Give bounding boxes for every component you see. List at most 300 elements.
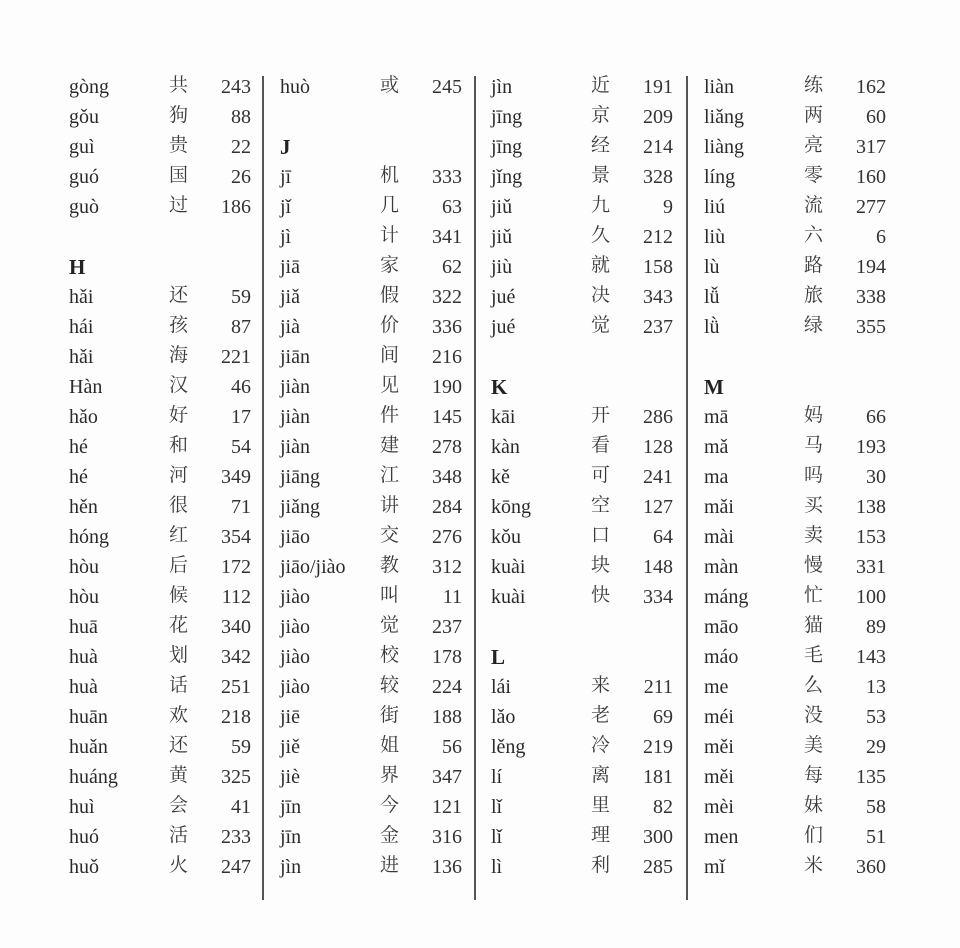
entry-page-number: 285 [643, 856, 673, 878]
entry-page-number: 317 [856, 136, 886, 158]
index-entry [704, 492, 894, 522]
entry-page-number: 237 [432, 616, 462, 638]
entry-page-number: 148 [643, 556, 673, 578]
entry-page-number: 341 [432, 226, 462, 248]
entry-pinyin: hǎi [69, 286, 94, 308]
entry-pinyin: jiān [280, 346, 310, 368]
section-spacer [280, 102, 470, 132]
entry-hanzi: 练 [804, 74, 824, 96]
entry-hanzi: 过 [169, 194, 189, 216]
index-entry [280, 522, 470, 552]
entry-hanzi: 经 [591, 134, 611, 156]
entry-page-number: 331 [856, 556, 886, 578]
entry-page-number: 127 [643, 496, 673, 518]
entry-page-number: 69 [653, 706, 673, 728]
entry-hanzi: 景 [591, 164, 611, 186]
entry-hanzi: 亮 [804, 134, 824, 156]
entry-pinyin: jiāo [280, 526, 310, 548]
column-divider [686, 76, 688, 900]
entry-page-number: 322 [432, 286, 462, 308]
index-entry [491, 462, 681, 492]
entry-page-number: 56 [442, 736, 462, 758]
entry-page-number: 22 [231, 136, 251, 158]
entry-page-number: 172 [221, 556, 251, 578]
index-entry [280, 762, 470, 792]
entry-hanzi: 会 [169, 794, 189, 816]
index-entry [704, 522, 894, 552]
entry-page-number: 17 [231, 406, 251, 428]
entry-pinyin: men [704, 826, 739, 848]
entry-hanzi: 里 [591, 794, 611, 816]
index-entry [69, 612, 259, 642]
index-entry [491, 192, 681, 222]
entry-page-number: 212 [643, 226, 673, 248]
entry-hanzi: 路 [804, 254, 824, 276]
entry-page-number: 138 [856, 496, 886, 518]
entry-hanzi: 冷 [591, 734, 611, 756]
entry-pinyin: měi [704, 766, 734, 788]
entry-page-number: 11 [442, 586, 462, 608]
entry-pinyin: mèi [704, 796, 734, 818]
section-spacer [704, 342, 894, 372]
index-entry [280, 702, 470, 732]
index-entry [280, 672, 470, 702]
entry-page-number: 328 [643, 166, 673, 188]
entry-hanzi: 没 [804, 704, 824, 726]
index-entry [280, 162, 470, 192]
index-entry [69, 522, 259, 552]
entry-pinyin: hóng [69, 526, 109, 548]
entry-pinyin: jiāng [280, 466, 320, 488]
entry-pinyin: hé [69, 436, 88, 458]
entry-hanzi: 妈 [804, 404, 824, 426]
entry-pinyin: guì [69, 136, 95, 158]
entry-pinyin: huǒ [69, 856, 99, 878]
entry-hanzi: 美 [804, 734, 824, 756]
index-entry [280, 192, 470, 222]
index-entry [69, 852, 259, 882]
entry-pinyin: jīng [491, 106, 523, 128]
entry-page-number: 343 [643, 286, 673, 308]
entry-pinyin: jué [491, 286, 516, 308]
index-entry [491, 522, 681, 552]
entry-page-number: 59 [231, 286, 251, 308]
entry-hanzi: 好 [169, 404, 189, 426]
entry-page-number: 251 [221, 676, 251, 698]
index-entry [704, 252, 894, 282]
entry-page-number: 53 [866, 706, 886, 728]
entry-page-number: 211 [643, 676, 673, 698]
entry-pinyin: liù [704, 226, 726, 248]
entry-hanzi: 河 [169, 464, 189, 486]
entry-pinyin: jīn [280, 826, 302, 848]
entry-hanzi: 界 [380, 764, 400, 786]
entry-page-number: 191 [643, 76, 673, 98]
index-entry [69, 582, 259, 612]
entry-hanzi: 买 [804, 494, 824, 516]
entry-hanzi: 旅 [804, 284, 824, 306]
entry-page-number: 64 [653, 526, 673, 548]
section-letter-heading [69, 252, 259, 282]
entry-hanzi: 话 [169, 674, 189, 696]
index-entry [69, 192, 259, 222]
entry-pinyin: lì [491, 856, 503, 878]
index-entry [69, 732, 259, 762]
entry-pinyin: jiǎng [280, 496, 320, 518]
entry-page-number: 218 [221, 706, 251, 728]
section-letter: K [491, 375, 508, 399]
entry-page-number: 13 [866, 676, 886, 698]
section-letter-heading [704, 372, 894, 402]
entry-hanzi: 狗 [169, 104, 189, 126]
entry-pinyin: huǎn [69, 736, 108, 758]
entry-page-number: 237 [643, 316, 673, 338]
section-spacer [69, 222, 259, 252]
entry-pinyin: guò [69, 196, 99, 218]
entry-page-number: 66 [866, 406, 886, 428]
entry-page-number: 51 [866, 826, 886, 848]
entry-hanzi: 交 [380, 524, 400, 546]
entry-page-number: 316 [432, 826, 462, 848]
entry-hanzi: 街 [380, 704, 400, 726]
entry-pinyin: hòu [69, 586, 99, 608]
index-entry [69, 132, 259, 162]
entry-pinyin: máo [704, 646, 739, 668]
entry-pinyin: mǐ [704, 856, 726, 878]
entry-pinyin: ma [704, 466, 729, 488]
index-entry [69, 342, 259, 372]
entry-hanzi: 孩 [169, 314, 189, 336]
index-entry [280, 822, 470, 852]
entry-page-number: 59 [231, 736, 251, 758]
entry-hanzi: 们 [804, 824, 824, 846]
entry-hanzi: 还 [169, 734, 189, 756]
entry-pinyin: liàn [704, 76, 734, 98]
section-spacer [491, 342, 681, 372]
entry-pinyin: jiù [491, 256, 513, 278]
entry-pinyin: lái [491, 676, 511, 698]
entry-hanzi: 每 [804, 764, 824, 786]
entry-hanzi: 江 [380, 464, 400, 486]
entry-pinyin: méi [704, 706, 734, 728]
entry-page-number: 112 [221, 586, 251, 608]
entry-pinyin: lěng [491, 736, 526, 758]
entry-pinyin: mài [704, 526, 734, 548]
entry-pinyin: jiàn [280, 436, 310, 458]
index-entry [280, 492, 470, 522]
index-entry [491, 702, 681, 732]
entry-pinyin: jiǔ [491, 226, 513, 248]
entry-pinyin: huò [280, 76, 310, 98]
entry-pinyin: huó [69, 826, 99, 848]
index-entry [704, 762, 894, 792]
entry-pinyin: kàn [491, 436, 520, 458]
entry-page-number: 54 [231, 436, 251, 458]
entry-page-number: 29 [866, 736, 886, 758]
index-entry [491, 492, 681, 522]
entry-page-number: 60 [866, 106, 886, 128]
entry-hanzi: 米 [804, 854, 824, 876]
entry-hanzi: 近 [591, 74, 611, 96]
entry-pinyin: máng [704, 586, 749, 608]
entry-hanzi: 卖 [804, 524, 824, 546]
entry-pinyin: líng [704, 166, 736, 188]
entry-page-number: 9 [663, 196, 673, 218]
entry-pinyin: lǚ [704, 286, 720, 308]
index-entry [69, 792, 259, 822]
index-entry [704, 402, 894, 432]
entry-page-number: 286 [643, 406, 673, 428]
entry-page-number: 347 [432, 766, 462, 788]
entry-hanzi: 贵 [169, 134, 189, 156]
entry-hanzi: 花 [169, 614, 189, 636]
entry-page-number: 136 [432, 856, 462, 878]
index-entry [69, 822, 259, 852]
index-entry [280, 432, 470, 462]
entry-hanzi: 妹 [804, 794, 824, 816]
index-entry [280, 852, 470, 882]
entry-page-number: 46 [231, 376, 251, 398]
entry-page-number: 278 [432, 436, 462, 458]
entry-page-number: 143 [856, 646, 886, 668]
index-entry [704, 222, 894, 252]
entry-pinyin: màn [704, 556, 739, 578]
index-entry [280, 222, 470, 252]
entry-hanzi: 看 [591, 434, 611, 456]
entry-page-number: 333 [432, 166, 462, 188]
entry-pinyin: huì [69, 796, 95, 818]
entry-hanzi: 九 [591, 194, 611, 216]
entry-page-number: 186 [221, 196, 251, 218]
entry-hanzi: 块 [591, 554, 611, 576]
entry-pinyin: jiào [280, 586, 310, 608]
entry-hanzi: 就 [591, 254, 611, 276]
entry-pinyin: kāi [491, 406, 516, 428]
entry-pinyin: měi [704, 736, 734, 758]
index-entry [491, 822, 681, 852]
entry-page-number: 26 [231, 166, 251, 188]
entry-pinyin: jì [280, 226, 292, 248]
entry-hanzi: 久 [591, 224, 611, 246]
entry-pinyin: lí [491, 766, 503, 788]
index-entry [491, 432, 681, 462]
entry-hanzi: 两 [804, 104, 824, 126]
index-entry [704, 612, 894, 642]
entry-hanzi: 黄 [169, 764, 189, 786]
entry-page-number: 354 [221, 526, 251, 548]
entry-pinyin: gǒu [69, 106, 99, 128]
entry-page-number: 349 [221, 466, 251, 488]
entry-hanzi: 六 [804, 224, 824, 246]
entry-page-number: 219 [643, 736, 673, 758]
entry-pinyin: jué [491, 316, 516, 338]
entry-pinyin: liú [704, 196, 726, 218]
entry-hanzi: 流 [804, 194, 824, 216]
section-letter: H [69, 255, 86, 279]
entry-page-number: 216 [432, 346, 462, 368]
index-entry [491, 162, 681, 192]
entry-page-number: 233 [221, 826, 251, 848]
entry-pinyin: jiào [280, 646, 310, 668]
entry-pinyin: hé [69, 466, 88, 488]
entry-pinyin: jià [280, 316, 300, 338]
entry-pinyin: mā [704, 406, 729, 428]
entry-page-number: 214 [643, 136, 673, 158]
entry-pinyin: huān [69, 706, 108, 728]
index-entry [69, 432, 259, 462]
entry-hanzi: 离 [591, 764, 611, 786]
entry-page-number: 360 [856, 856, 886, 878]
entry-hanzi: 校 [380, 644, 400, 666]
entry-hanzi: 教 [380, 554, 400, 576]
entry-hanzi: 忙 [804, 584, 824, 606]
entry-pinyin: gòng [69, 76, 109, 98]
entry-page-number: 135 [856, 766, 886, 788]
index-entry [69, 312, 259, 342]
index-entry [280, 612, 470, 642]
entry-hanzi: 假 [380, 284, 400, 306]
entry-page-number: 30 [866, 466, 886, 488]
entry-hanzi: 可 [591, 464, 611, 486]
entry-hanzi: 件 [380, 404, 400, 426]
entry-pinyin: jiàn [280, 406, 310, 428]
entry-page-number: 188 [432, 706, 462, 728]
entry-pinyin: jīn [280, 796, 302, 818]
entry-page-number: 145 [432, 406, 462, 428]
index-entry [704, 102, 894, 132]
entry-hanzi: 很 [169, 494, 189, 516]
entry-hanzi: 火 [169, 854, 189, 876]
entry-hanzi: 价 [380, 314, 400, 336]
entry-hanzi: 理 [591, 824, 611, 846]
index-entry [280, 582, 470, 612]
entry-page-number: 245 [432, 76, 462, 98]
index-entry [491, 552, 681, 582]
entry-pinyin: jiǔ [491, 196, 513, 218]
index-entry [491, 282, 681, 312]
entry-page-number: 348 [432, 466, 462, 488]
entry-hanzi: 空 [591, 494, 611, 516]
entry-hanzi: 汉 [169, 374, 189, 396]
index-entry [69, 72, 259, 102]
index-entry [280, 732, 470, 762]
entry-page-number: 100 [856, 586, 886, 608]
index-entry [704, 642, 894, 672]
entry-pinyin: hǎi [69, 346, 94, 368]
entry-pinyin: jiè [280, 766, 300, 788]
entry-page-number: 276 [432, 526, 462, 548]
entry-page-number: 247 [221, 856, 251, 878]
entry-hanzi: 觉 [591, 314, 611, 336]
entry-pinyin: kuài [491, 586, 526, 608]
entry-hanzi: 家 [380, 254, 400, 276]
index-entry [704, 852, 894, 882]
entry-page-number: 82 [653, 796, 673, 818]
column-divider [474, 76, 476, 900]
entry-pinyin: jìn [491, 76, 513, 98]
entry-pinyin: guó [69, 166, 99, 188]
entry-pinyin: māo [704, 616, 739, 638]
entry-pinyin: lǐ [491, 826, 503, 848]
entry-hanzi: 欢 [169, 704, 189, 726]
entry-page-number: 178 [432, 646, 462, 668]
entry-page-number: 87 [231, 316, 251, 338]
entry-page-number: 121 [432, 796, 462, 818]
entry-pinyin: liǎng [704, 106, 744, 128]
index-entry [491, 252, 681, 282]
entry-hanzi: 机 [380, 164, 400, 186]
index-entry [491, 402, 681, 432]
entry-hanzi: 后 [169, 554, 189, 576]
entry-pinyin: jiě [280, 736, 300, 758]
index-entry [69, 282, 259, 312]
index-entry [491, 312, 681, 342]
entry-hanzi: 京 [591, 104, 611, 126]
entry-hanzi: 绿 [804, 314, 824, 336]
index-entry [69, 672, 259, 702]
index-entry [491, 132, 681, 162]
index-entry [704, 702, 894, 732]
entry-page-number: 325 [221, 766, 251, 788]
entry-pinyin: kuài [491, 556, 526, 578]
entry-hanzi: 慢 [804, 554, 824, 576]
index-entry [280, 552, 470, 582]
entry-hanzi: 利 [591, 854, 611, 876]
entry-page-number: 300 [643, 826, 673, 848]
entry-pinyin: mǎi [704, 496, 734, 518]
index-entry [280, 792, 470, 822]
section-spacer [491, 612, 681, 642]
entry-pinyin: hái [69, 316, 94, 338]
entry-hanzi: 讲 [380, 494, 400, 516]
entry-pinyin: jiào [280, 676, 310, 698]
entry-hanzi: 进 [380, 854, 400, 876]
entry-pinyin: huà [69, 676, 98, 698]
index-entry [280, 402, 470, 432]
entry-page-number: 221 [221, 346, 251, 368]
entry-hanzi: 或 [380, 74, 400, 96]
index-entry [280, 372, 470, 402]
entry-page-number: 89 [866, 616, 886, 638]
index-entry [280, 252, 470, 282]
entry-hanzi: 见 [380, 374, 400, 396]
entry-page-number: 342 [221, 646, 251, 668]
index-entry [491, 672, 681, 702]
entry-pinyin: mǎ [704, 436, 729, 458]
index-entry [704, 732, 894, 762]
index-entry [704, 462, 894, 492]
entry-pinyin: lǐ [491, 796, 503, 818]
entry-page-number: 334 [643, 586, 673, 608]
entry-pinyin: jǐ [280, 196, 292, 218]
entry-hanzi: 开 [591, 404, 611, 426]
entry-pinyin: lǜ [704, 316, 720, 338]
column-divider [262, 76, 264, 900]
entry-pinyin: kǒu [491, 526, 521, 548]
entry-hanzi: 海 [169, 344, 189, 366]
entry-hanzi: 来 [591, 674, 611, 696]
entry-pinyin: lǎo [491, 706, 516, 728]
entry-page-number: 160 [856, 166, 886, 188]
entry-hanzi: 计 [380, 224, 400, 246]
entry-hanzi: 活 [169, 824, 189, 846]
entry-hanzi: 红 [169, 524, 189, 546]
index-entry [69, 162, 259, 192]
entry-hanzi: 叫 [380, 584, 400, 606]
index-entry [69, 462, 259, 492]
entry-page-number: 241 [643, 466, 673, 488]
entry-page-number: 162 [856, 76, 886, 98]
